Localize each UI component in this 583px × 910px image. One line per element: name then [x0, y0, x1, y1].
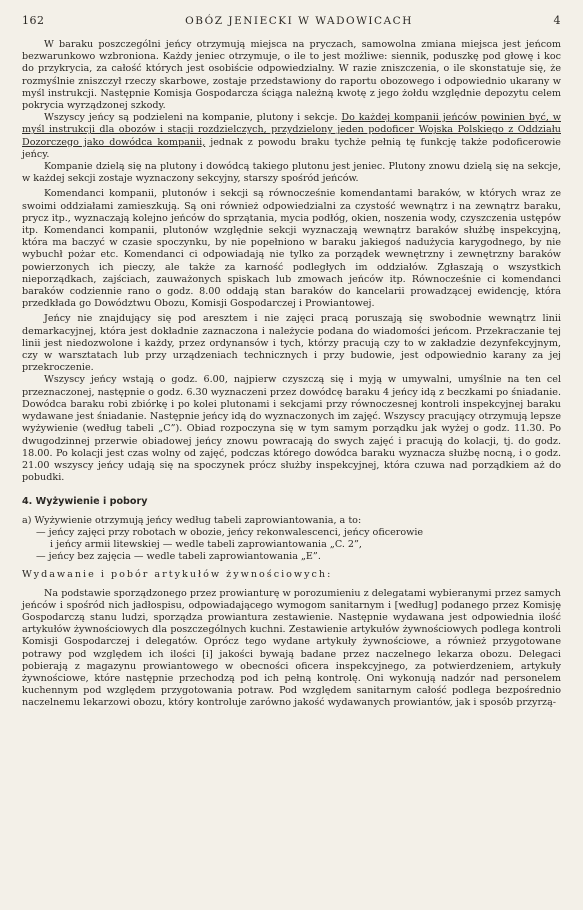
paragraph-platoons: Kompanie dzielą się na plutony i dowódcą takiego plutonu jest jeniec. Plutony znowu dzielą się na sekcje, w każdej sekcji zostaje wyznaczony sekcyjny, starszy spośród jeńców.	[22, 161, 561, 185]
list-item: i jeńcy armii litewskiej — wedle tabeli zaprowiantowania „C. 2”,	[50, 538, 362, 550]
paragraph-movement: Jeńcy nie znajdujący się pod aresztem i nie zajęci pracą poruszają się swobodnie wewnątrz linii demarkacyjnej, która jest dokładnie zaznaczona i należycie podana do wiadomości jeńcom. Przekraczanie tej linii jest niedozwolone i każdy, przez ordynansów i tych, którzy pracują czy to w zakładzie dezynfekcyjnym, czy w warsztatach lub przy urządzeniach technicznych i przy budowie, jest odpowiednio karany za jej przekroczenie.	[22, 313, 561, 374]
subheading: Wydawanie i pobór artykułów żywnościowych:	[22, 569, 333, 581]
paragraph-companies	[22, 112, 561, 161]
list-item: — jeńcy bez zajęcia — wedle tabeli zaprowiantowania „E”.	[36, 551, 321, 563]
section-heading: 4. Wyżywienie i pobory	[22, 496, 148, 508]
paragraph-barracks: W baraku poszczególni jeńcy otrzymują miejsca na pryczach, samowolna zmiana miejsca jest jeńcom bezwarunkowo wzbroniona. Każdy jeniec otrzymuje, o ile to jest możliwe: siennik, poduszkę pod głowę i koc do przykrycia, za całość których jest osobiście odpowiedzialny. W razie zniszczenia, o ile skonstatuje się, że rozmyślnie zniszczył rzeczy skarbowe, zostaje przedstawiony do raportu obozowego i odpowiednio ukarany w myśl instrukcji. Następnie Komisja Gospodarcza ściąga należną kwotę z jego żołdu względnie depozytu celem pokrycia wyrządzonej szkody.	[22, 39, 561, 112]
list-item: — jeńcy zajęci przy robotach w obozie, jeńcy rekonwalescenci, jeńcy oficerowie	[36, 526, 424, 538]
rations-list	[22, 515, 561, 564]
page-header	[22, 14, 561, 27]
running-title: OBÓZ JENIECKI W WADOWICACH	[185, 15, 413, 27]
paragraph-commanders: Komendanci kompanii, plutonów i sekcji są równocześnie komendantami baraków, w których wraz ze swoimi oddziałami zamieszkują. Są oni również odpowiedzialni za czystość wewnątrz i na zewnątrz baraku, prycz itp., wyznaczają kolejno jeńców do sprzątania, mycia podłóg, okien, noszenia wody, czyszczenia ustępów itp. Komendanci kompanii, plutonów względnie sekcji wyznaczają wewnątrz baraków służbę inspekcyjną, która ma baczyć w czasie spoczynku, by nie popełniono w baraku jakiegoś nadużycia karygodnego, by nie wybuchł pożar etc. Komendanci ci odpowiadają nie tylko za porządek wewnętrzny i zewnętrzny baraków powierzonych ich pieczy, ale także za karność podległych im oddziałów. Zgłaszają o wszystkich nieporządkach, zajściach, zauważonych spiskach lub zmowach jeńców itp. Równocześnie ci komendanci baraków codziennie rano o godz. 8.00 oddają stan baraków do kancelarii prowadzącej ewidencję, która przedkłada go Dowództwu Obozu, Komisji Gospodarczej i Prowiantowej.	[22, 188, 561, 310]
paragraph-provisions: Na podstawie sporządzonego przez prowianturę w porozumieniu z delegatami wybieranymi przez samych jeńców i spośród nich jadłospisu, odpowiadającego wymogom sanitarnym i [według] podanego przez Komisję Gospodarczą stanu ludzi, sporządza prowiantura zestawienie. Następnie wydawana jest odpowiednia ilość artykułów żywnościowych dla poszczególnych kuchni. Zestawienie artykułów żywnościowych podlega kontroli Komisji Gospodarczej i delegatów. Oprócz tego wydane artykuły żywnościowe, a również przygotowane potrawy pod względem ich ilości [i] jakości bywają badane przez naczelnego lekarza obozu. Delegaci pobierają z magazynu prowiantowego w obecności oficera inspekcyjnego, za potwierdzeniem, artykuły żywnościowe, które następnie przechodzą pod ich pełną kontrolę. Oni wykonują nadzór nad personelem kuchennym pod względem przygotowania potraw. Pod względem sanitarnym całość podlega bezpośrednio naczelnemu lekarzowi obozu, który kontroluje zarówno jakość wydawanych prowiantów, jak i sposób przyrzą-	[22, 587, 561, 709]
page-number: 162	[22, 14, 45, 27]
paragraph-daily-schedule: Wszyscy jeńcy wstają o godz. 6.00, najpierw czyszczą się i myją w umywalni, umyślnie na ten cel przeznaczonej, następnie o godz. 6.30 wyznaczeni przez dowódcę baraku 4 jeńcy idą z beczkami po śniadanie. Dowódca baraku robi zbiórkę i po kolei plutonami i sekcjami przy równoczesnej kontroli inspekcyjnej baraku wydawane jest śniadanie. Następnie jeńcy idą do wyznaczonych im zajęć. Wszyscy pracujący otrzymują lepsze wyżywienie (według tabeli „C”). Obiad rozpoczyna się w tym samym porządku jak wyżej o godz. 11.30. Po dwugodzinnej przerwie obiadowej jeńcy znowu powracają do swych zajęć i pracują do kolacji, tj. do godz. 18.00. Po kolacji jest czas wolny od zajęć, podczas którego dowódca baraku wyznacza służbę nocną, i o godz. 21.00 wszyscy jeńcy udają się na spoczynek prócz służby inspekcyjnej, która czuwa nad porządkiem aż do pobudki.	[22, 374, 561, 484]
paragraph-text: Wszyscy jeńcy są podzieleni na kompanie, plutony i sekcje.	[44, 112, 338, 124]
corner-mark: 4	[553, 14, 561, 27]
underlined-passage: Do każdej kompanii jeńców powinien być, w myśl instrukcji dla obozów i stacji rozdzielczych, przydzielony jeden podoficer Wojska Polskiego z Oddziału Dozorczego jako dowódca kompanii,	[22, 112, 561, 148]
paragraph-text: jednak z powodu braku tychże pełnią tę funkcję także podoficerowie jeńcy.	[22, 136, 561, 160]
list-item: a) Wyżywienie otrzymują jeńcy według tabeli zaprowiantowania, a to:	[22, 514, 362, 526]
page-body	[22, 39, 561, 710]
